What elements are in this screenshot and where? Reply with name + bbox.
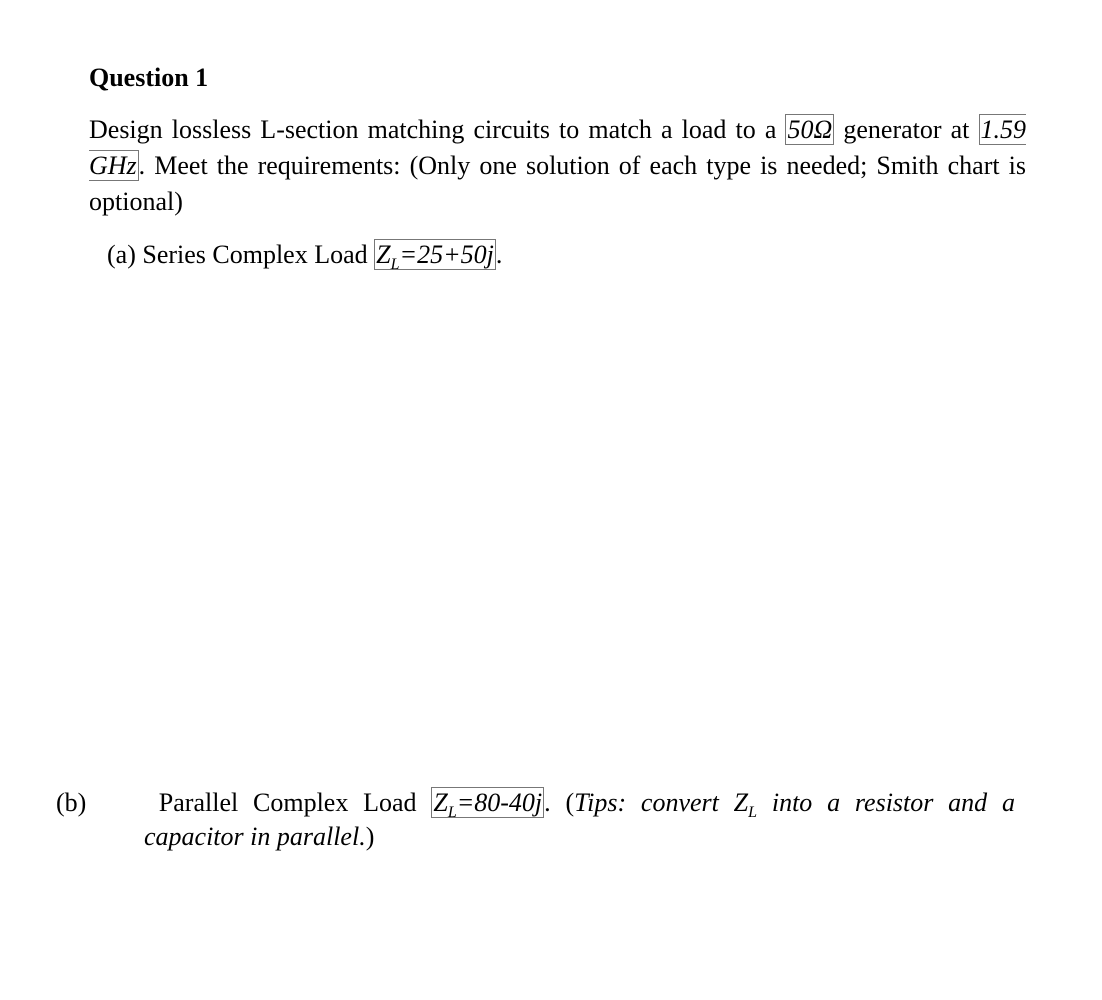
question-intro [89,112,1026,220]
part-b-z-value: =80-40j [456,788,543,817]
part-a-z-value: =25+50j [399,240,494,269]
part-b [56,786,1015,854]
part-b-text: Parallel Complex Load [144,788,432,817]
part-b-tips-1: Tips: convert Z [574,788,749,817]
question-title: Question 1 [89,63,209,92]
part-b-z-subscript: L [447,804,457,822]
intro-text-before: Design lossless L-section matching circuits to match a load to a [89,115,786,144]
part-b-z-symbol: Z [433,788,448,817]
frequency-value: 1.59 GHz [89,115,1026,180]
intro-text-middle: generator at [834,115,979,144]
impedance-value: 50Ω [787,115,833,144]
part-b-body [56,786,1015,854]
part-b-tips-subscript: L [748,804,758,822]
part-b-tips-2: into a resistor and a capacitor in parallel. [144,788,1015,851]
part-b-after-box: . ( [544,788,575,817]
part-b-load-impedance [431,787,544,822]
part-a-load-impedance [374,239,496,274]
intro-text-after: . Meet the requirements: (Only one solution of each type is needed; Smith chart is optional) [89,151,1026,216]
part-b-close: ) [365,822,375,851]
part-a-z-subscript: L [390,256,400,274]
part-a-label: (a) Series Complex Load [107,240,375,269]
part-b-label: (b) [56,788,87,817]
part-a-z-symbol: Z [376,240,391,269]
part-a-end: . [495,240,503,269]
part-a [107,238,502,272]
